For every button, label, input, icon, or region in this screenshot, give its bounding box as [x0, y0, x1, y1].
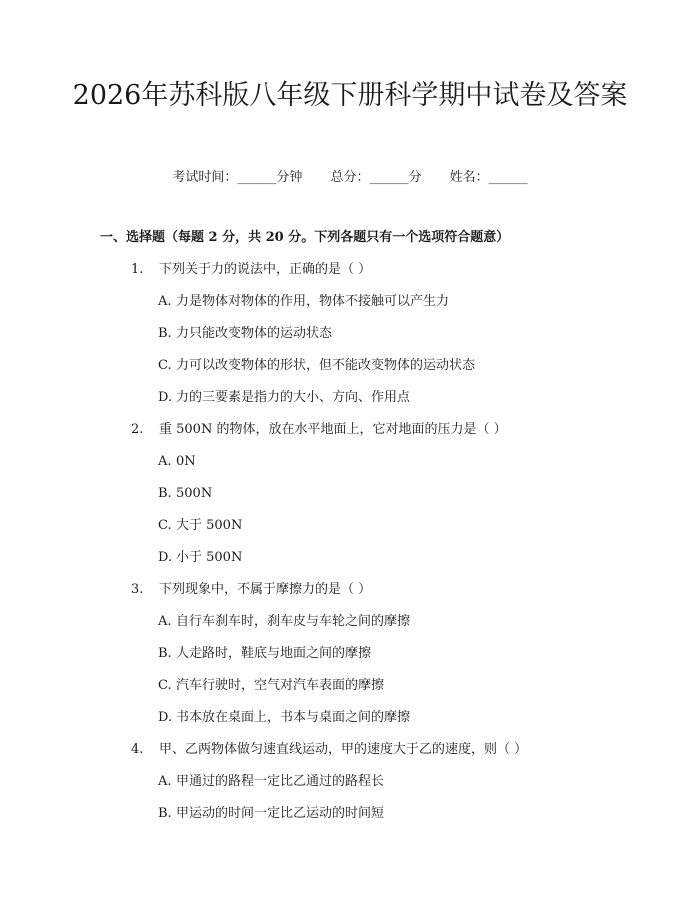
question-number: 1.	[131, 262, 144, 277]
question-3	[131, 580, 371, 600]
exam-time-field: 考试时间：______分钟	[172, 170, 303, 185]
option-text: 0N	[176, 454, 196, 469]
option-text: 力是物体对物体的作用，物体不接触可以产生力	[176, 294, 450, 309]
question-2-option-c	[158, 516, 242, 536]
question-number: 4.	[131, 742, 144, 757]
option-letter: D.	[158, 710, 173, 725]
question-text: 下列关于力的说法中，正确的是（ ）	[159, 262, 372, 277]
question-text: 下列现象中，不属于摩擦力的是（ ）	[159, 582, 372, 597]
question-2-option-d	[158, 548, 242, 568]
option-text: 力可以改变物体的形状，但不能改变物体的运动状态	[176, 358, 476, 373]
option-text: 甲通过的路程一定比乙通过的路程长	[176, 774, 385, 789]
question-number: 3.	[131, 582, 144, 597]
option-text: 力只能改变物体的运动状态	[176, 326, 333, 341]
question-1-option-d	[158, 388, 410, 408]
question-2-option-b	[158, 484, 212, 504]
option-text: 书本放在桌面上，书本与桌面之间的摩擦	[176, 710, 411, 725]
option-letter: A.	[158, 614, 172, 629]
option-text: 力的三要素是指力的大小、方向、作用点	[176, 390, 411, 405]
option-letter: A.	[158, 294, 172, 309]
question-4	[131, 740, 527, 760]
question-2	[131, 420, 507, 440]
question-3-option-c	[158, 676, 384, 696]
question-1	[131, 260, 371, 280]
question-4-option-a	[158, 772, 384, 792]
question-1-option-a	[158, 292, 449, 312]
option-letter: D.	[158, 390, 173, 405]
question-text: 重 500N 的物体，放在水平地面上，它对地面的压力是（ ）	[159, 422, 507, 437]
option-text: 小于 500N	[176, 550, 243, 565]
option-letter: C.	[158, 358, 172, 373]
option-letter: B.	[158, 486, 172, 501]
option-letter: B.	[158, 326, 172, 341]
option-text: 大于 500N	[176, 518, 243, 533]
question-2-option-a	[158, 452, 196, 472]
question-3-option-a	[158, 612, 410, 632]
question-number: 2.	[131, 422, 144, 437]
option-letter: B.	[158, 806, 172, 821]
option-text: 自行车刹车时，刹车皮与车轮之间的摩擦	[176, 614, 411, 629]
option-letter: C.	[158, 518, 172, 533]
option-text: 人走路时，鞋底与地面之间的摩擦	[176, 646, 372, 661]
option-letter: A.	[158, 454, 172, 469]
question-3-option-b	[158, 644, 371, 664]
option-letter: A.	[158, 774, 172, 789]
question-1-option-c	[158, 356, 475, 376]
option-letter: B.	[158, 646, 172, 661]
option-text: 500N	[176, 486, 213, 501]
option-letter: D.	[158, 550, 173, 565]
exam-info-line	[0, 168, 700, 188]
question-1-option-b	[158, 324, 332, 344]
question-text: 甲、乙两物体做匀速直线运动，甲的速度大于乙的速度，则（ ）	[159, 742, 528, 757]
page-title: 2026年苏科版八年级下册科学期中试卷及答案	[72, 80, 628, 111]
total-score-field: 总分：______分	[330, 170, 422, 185]
question-3-option-d	[158, 708, 410, 728]
student-name-field: 姓名：______	[449, 170, 528, 185]
option-text: 汽车行驶时，空气对汽车表面的摩擦	[176, 678, 385, 693]
option-letter: C.	[158, 678, 172, 693]
option-text: 甲运动的时间一定比乙运动的时间短	[176, 806, 385, 821]
section-heading: 一、选择题（每题 2 分，共 20 分。下列各题只有一个选项符合题意）	[100, 230, 510, 245]
question-4-option-b	[158, 804, 384, 824]
